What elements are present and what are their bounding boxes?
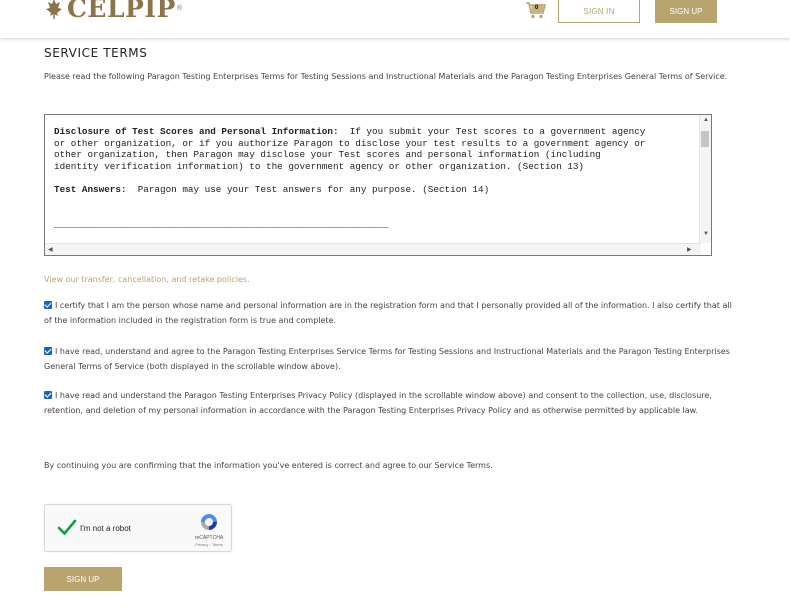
- terms-checkbox-label: I have read, understand and agree to the Paragon Testing Enterprises Service Terms for Testing Sessions and Instructional Materials and the Paragon Testing Enterprises General Terms of Service (both displayed in the scrollable window above).: [44, 347, 730, 371]
- scroll-down-icon[interactable]: ▼: [703, 231, 709, 237]
- recaptcha-brand: reCAPTCHA: [194, 535, 224, 541]
- site-header: [0, 0, 790, 38]
- checkmark-icon[interactable]: [57, 517, 77, 537]
- terms-line: other organization, then Paragon may disclose your Test scores and personal information (including: [54, 149, 601, 161]
- recaptcha-widget[interactable]: [44, 504, 232, 552]
- terms-scroll-window[interactable]: [44, 114, 712, 256]
- scrollbar-thumb[interactable]: [701, 131, 709, 147]
- privacy-checkbox-row[interactable]: [44, 388, 734, 418]
- terms-line: identity verification information) to the government agency or other organization. (Section 13): [54, 160, 585, 172]
- terms-line: or other organization, or if you authorize Paragon to disclose your test results to a government agency or: [54, 137, 646, 149]
- scroll-left-icon[interactable]: ◀: [48, 247, 53, 253]
- sign-up-submit-button[interactable]: SIGN UP: [44, 567, 122, 591]
- celpip-logo[interactable]: [45, 0, 182, 23]
- privacy-checkbox[interactable]: [44, 391, 52, 399]
- certify-checkbox-row[interactable]: [44, 298, 734, 328]
- certify-checkbox[interactable]: [44, 301, 52, 309]
- terms-checkbox[interactable]: [44, 347, 52, 355]
- recaptcha-label: I'm not a robot: [80, 524, 131, 533]
- recaptcha-logo-icon: [199, 512, 219, 532]
- horizontal-scrollbar[interactable]: [45, 243, 701, 255]
- recaptcha-links[interactable]: Privacy - Terms: [195, 542, 223, 547]
- header-sign-up-button[interactable]: SIGN UP: [655, 0, 717, 23]
- page-title: SERVICE TERMS: [44, 46, 148, 60]
- policies-link[interactable]: View our transfer, cancellation, and retake policies.: [44, 275, 250, 284]
- maple-leaf-icon: [45, 0, 63, 20]
- terms-divider: ____________________________________________________________: [54, 218, 389, 230]
- terms-heading-disclosure: Disclosure of Test Scores and Personal Information:: [54, 126, 339, 137]
- scroll-right-icon[interactable]: ▶: [687, 247, 692, 253]
- vertical-scrollbar[interactable]: [699, 115, 711, 243]
- certify-checkbox-label: I certify that I am the person whose name and personal information are in the registration form and that I personally provided all of the information. I also certify that all of the information included in the registration form is true and complete.: [44, 301, 732, 325]
- privacy-checkbox-label: I have read and understand the Paragon Testing Enterprises Privacy Policy (displayed in the scrollable window above) and consent to the collection, use, disclosure, retention, and deletion of my personal information in accordance with the Paragon Testing Enterprises Privacy Policy and as otherwise permitted by applicable law.: [44, 391, 712, 415]
- terms-line: Paragon may use your Test answers for any purpose. (Section 14): [126, 183, 490, 195]
- terms-line: If you submit your Test scores to a government agency: [338, 126, 646, 137]
- terms-checkbox-row[interactable]: [44, 344, 734, 374]
- intro-text: Please read the following Paragon Testing Enterprises Terms for Testing Sessions and Instructional Materials and the Paragon Testing Enterprises General Terms of Service.: [44, 72, 728, 81]
- scroll-up-icon[interactable]: ▲: [703, 117, 709, 123]
- logo-text: CELPIP: [67, 0, 176, 23]
- cart-count: 0: [535, 5, 539, 11]
- terms-heading-answers: Test Answers:: [54, 183, 127, 195]
- terms-content: [54, 126, 694, 230]
- registered-mark: ®: [176, 5, 182, 12]
- sign-in-button[interactable]: SIGN IN: [558, 0, 640, 23]
- confirm-text: By continuing you are confirming that the information you've entered is correct and agree to our Service Terms.: [44, 461, 493, 470]
